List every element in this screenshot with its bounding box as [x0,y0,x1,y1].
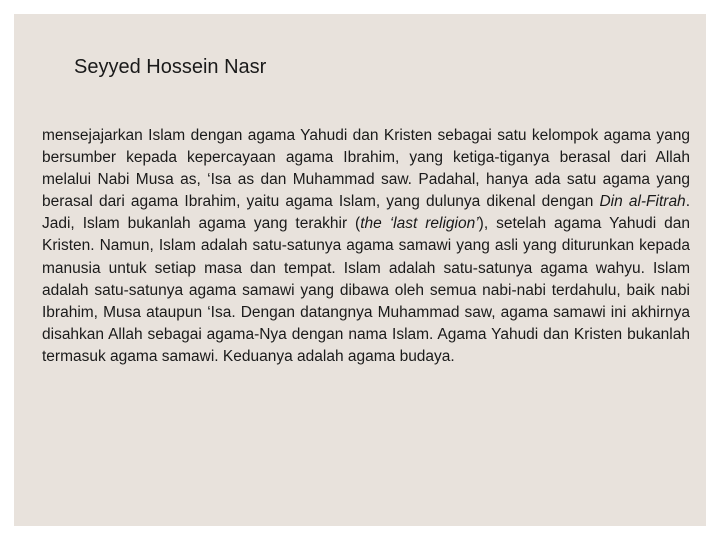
slide-body-paragraph [42,125,690,368]
term-din-al-fitrah: Din al-Fitrah [599,193,686,211]
paragraph-text-part-1: mensejajarkan Islam dengan agama Yahudi dan Kristen sebagai satu kelompok agama yang bersumber kepada kepercayaan agama Ibrahim, yang ketiga-tiganya berasal dari Allah melalui Nabi Musa as, ‘Isa as dan Muhammad saw. Padahal, hanya ada satu agama yang berasal dari agama Ibrahim, yaitu agama Islam, yang dulunya dikenal dengan [42,127,690,211]
paragraph-text-part-2: . Jadi, Islam bukanlah agama yang terakhir ( [42,193,690,233]
slide-panel [14,14,706,526]
slide-title: Seyyed Hossein Nasr [74,56,267,78]
paragraph-text-part-3: ), setelah agama Yahudi dan Kristen. Namun, Islam adalah satu-satunya agama samawi yang asli yang diturunkan kepada manusia untuk setiap masa dan tempat. Islam adalah satu-satunya agama wahyu. Islam adalah satu-satunya agama samawi yang dibawa oleh semua nabi-nabi terdahulu, baik nabi Ibrahim, Musa ataupun ‘Isa. Dengan datangnya Muhammad saw, agama samawi ini akhirnya disahkan Allah sebagai agama-Nya dengan nama Islam. Agama Yahudi dan Kristen bukanlah termasuk agama samawi. Keduanya adalah agama budaya. [42,215,690,365]
term-last-religion: the ‘last religion’ [360,215,479,233]
